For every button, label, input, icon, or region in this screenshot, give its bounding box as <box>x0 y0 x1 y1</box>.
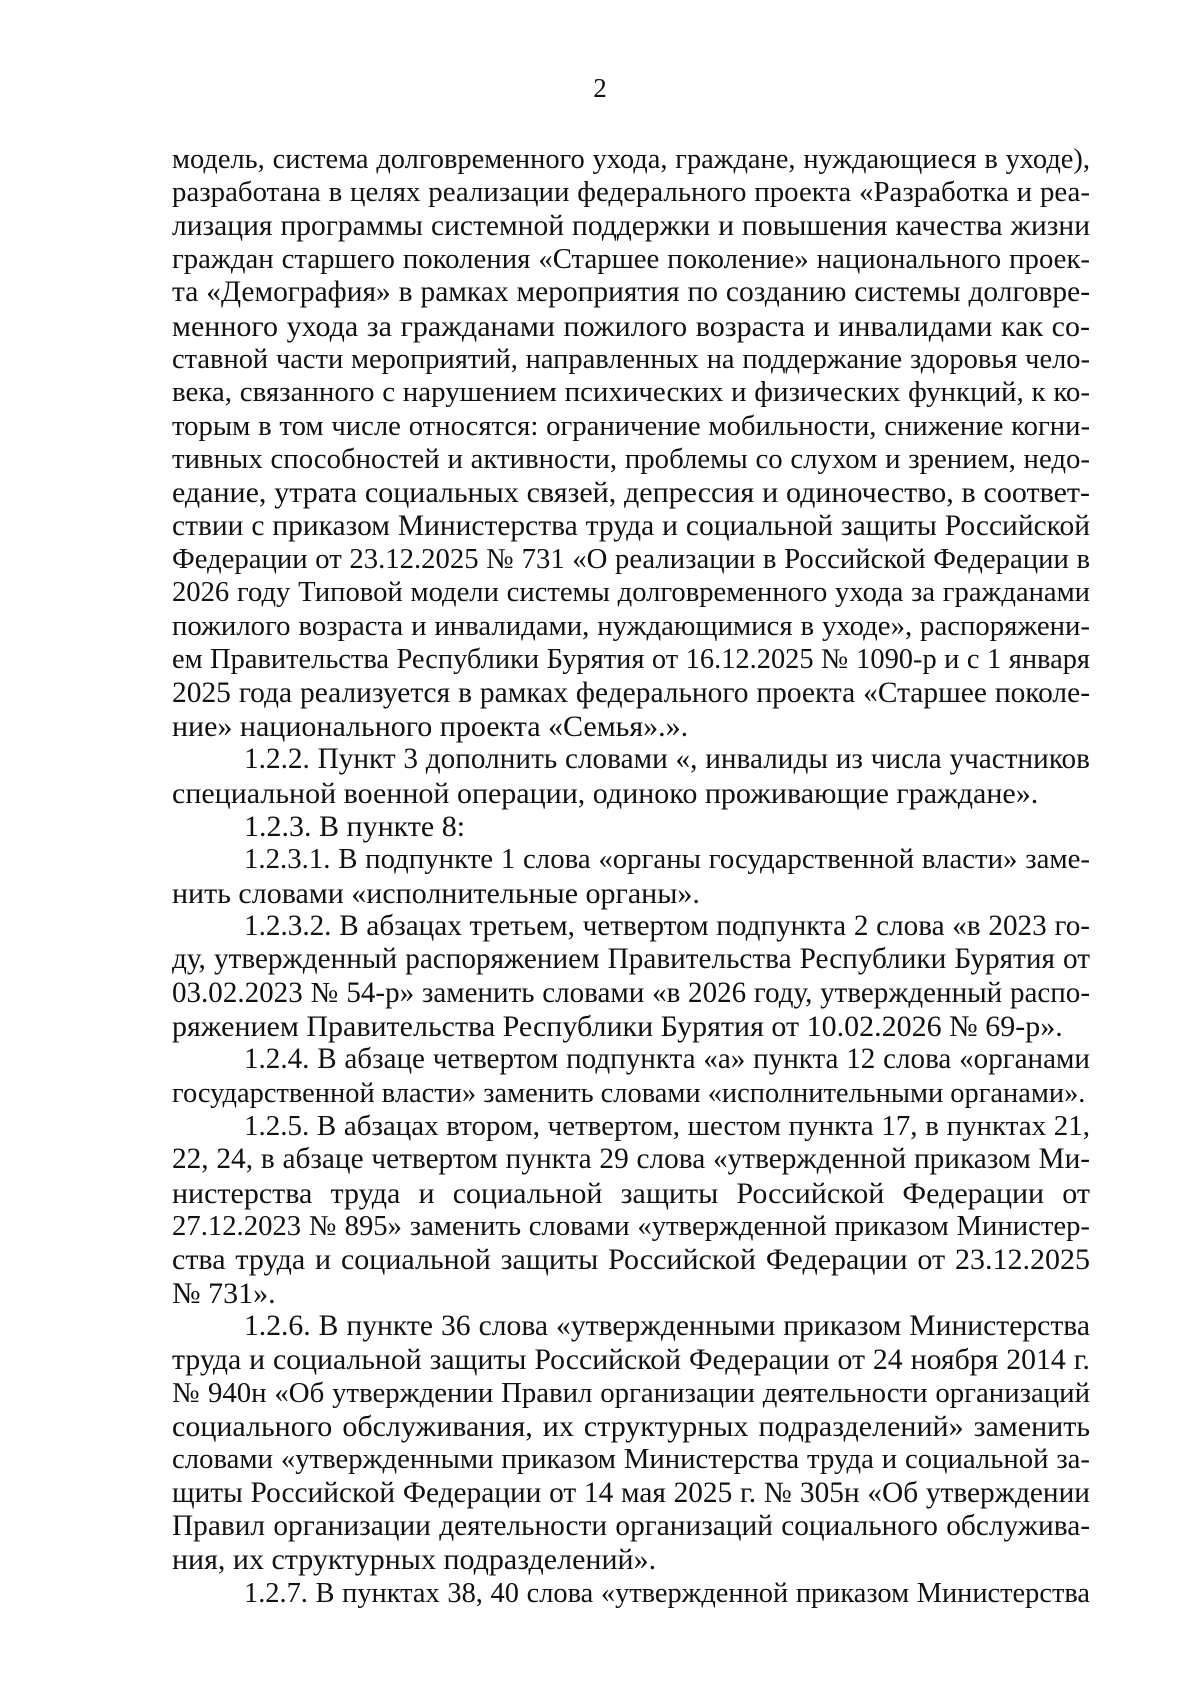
text-line: ния, их структурных подразделений». <box>172 1543 657 1577</box>
text-line: государственной власти» заменить словами «исполнительными органами». <box>172 1077 1086 1109</box>
text-line: 1.2.2. Пункт 3 дополнить словами «, инвалиды из числа участников <box>244 743 1090 776</box>
text-line: торым в том числе относятся: ограничение мобильности, снижение когни- <box>172 409 1090 442</box>
text-line: та «Демография» в рамках мероприятия по созданию системы долговре- <box>172 276 1090 309</box>
text-line: нить словами «исполнительные органы». <box>172 876 700 910</box>
text-line: века, связанного с нарушением психических и физических функций, к ко- <box>172 376 1090 409</box>
text-line: ем Правительства Республики Бурятия от 16.12.2025 № 1090-р и с 1 января <box>172 644 1090 676</box>
text-line: ставной части мероприятий, направленных на поддержание здоровья чело- <box>172 344 1090 376</box>
text-line: 1.2.7. В пунктах 38, 40 слова «утвержденной приказом Министерства <box>244 1577 1090 1609</box>
text-line: пожилого возраста и инвалидами, нуждающимися в уходе», распоряжени- <box>172 609 1090 642</box>
text-line: граждан старшего поколения «Старшее поколение» национального проек- <box>172 243 1090 276</box>
text-line: разработана в целях реализации федерального проекта «Разработка и реа- <box>172 176 1090 209</box>
text-line: Правил организации деятельности организаций социального обслужива- <box>172 1510 1090 1543</box>
text-line: ствии с приказом Министерства труда и социальной защиты Российской <box>172 509 1090 542</box>
document-body <box>172 143 1090 1610</box>
text-line: лизация программы системной поддержки и повышения качества жизни <box>172 209 1090 242</box>
text-line: труда и социальной защиты Российской Федерации от 24 ноября 2014 г. <box>172 1343 1090 1377</box>
text-line: 1.2.3. В пункте 8: <box>244 809 466 843</box>
text-line: ства труда и социальной защиты Российской Федерации от 23.12.2025 <box>172 1243 1090 1277</box>
text-line: нистерства труда и социальной защиты Российской Федерации от <box>172 1176 1090 1210</box>
text-line: едание, утрата социальных связей, депрессия и одиночество, в соответ- <box>172 476 1090 510</box>
text-line: социального обслуживания, их структурных подразделений» заменить <box>172 1410 1090 1444</box>
text-line: ряжением Правительства Республики Бурятия от 10.02.2026 № 69-р». <box>172 1009 1063 1043</box>
text-line: № 731». <box>172 1276 276 1310</box>
text-line: № 940н «Об утверждении Правил организации деятельности организаций <box>172 1376 1090 1409</box>
text-line: специальной военной операции, одиноко проживающие граждане». <box>172 776 1039 810</box>
text-line: 2025 года реализуется в рамках федерального проекта «Старшее поколе- <box>172 676 1090 709</box>
page-number: 2 <box>593 73 607 103</box>
text-line: модель, система долговременного ухода, граждане, нуждающиеся в уходе), <box>172 144 1090 175</box>
text-line: 1.2.6. В пункте 36 слова «утвержденными приказом Министерства <box>244 1310 1090 1343</box>
text-line: ние» национального проекта «Семья».». <box>172 709 689 743</box>
text-line: 1.2.3.2. В абзацах третьем, четвертом подпункта 2 слова «в 2023 го- <box>244 909 1090 942</box>
text-line: менного ухода за гражданами пожилого возраста и инвалидами как со- <box>172 309 1090 343</box>
text-line: словами «утвержденными приказом Министерства труда и социальной за- <box>172 1443 1090 1476</box>
text-line: 27.12.2023 № 895» заменить словами «утвержденной приказом Министер- <box>172 1210 1090 1242</box>
text-line: 03.02.2023 № 54-р» заменить словами «в 2026 году, утвержденный распо- <box>172 976 1090 1009</box>
text-line: 22, 24, в абзаце четвертом пункта 29 слова «утвержденной приказом Ми- <box>172 1143 1090 1176</box>
text-line: 1.2.4. В абзаце четвертом подпункта «а» пункта 12 слова «органами <box>244 1043 1090 1076</box>
text-line: 2026 году Типовой модели системы долговременного ухода за гражданами <box>172 576 1090 609</box>
text-line: тивных способностей и активности, проблемы со слухом и зрением, недо- <box>172 443 1090 476</box>
text-line: Федерации от 23.12.2025 № 731 «О реализации в Российской Федерации в <box>172 543 1090 576</box>
text-line: 1.2.3.1. В подпункте 1 слова «органы государственной власти» заме- <box>244 843 1090 876</box>
text-line: щиты Российской Федерации от 14 мая 2025 г. № 305н «Об утверждении <box>172 1476 1090 1509</box>
text-line: ду, утвержденный распоряжением Правительства Республики Бурятия от <box>172 943 1090 976</box>
text-line: 1.2.5. В абзацах втором, четвертом, шестом пункта 17, в пунктах 21, <box>244 1109 1090 1142</box>
